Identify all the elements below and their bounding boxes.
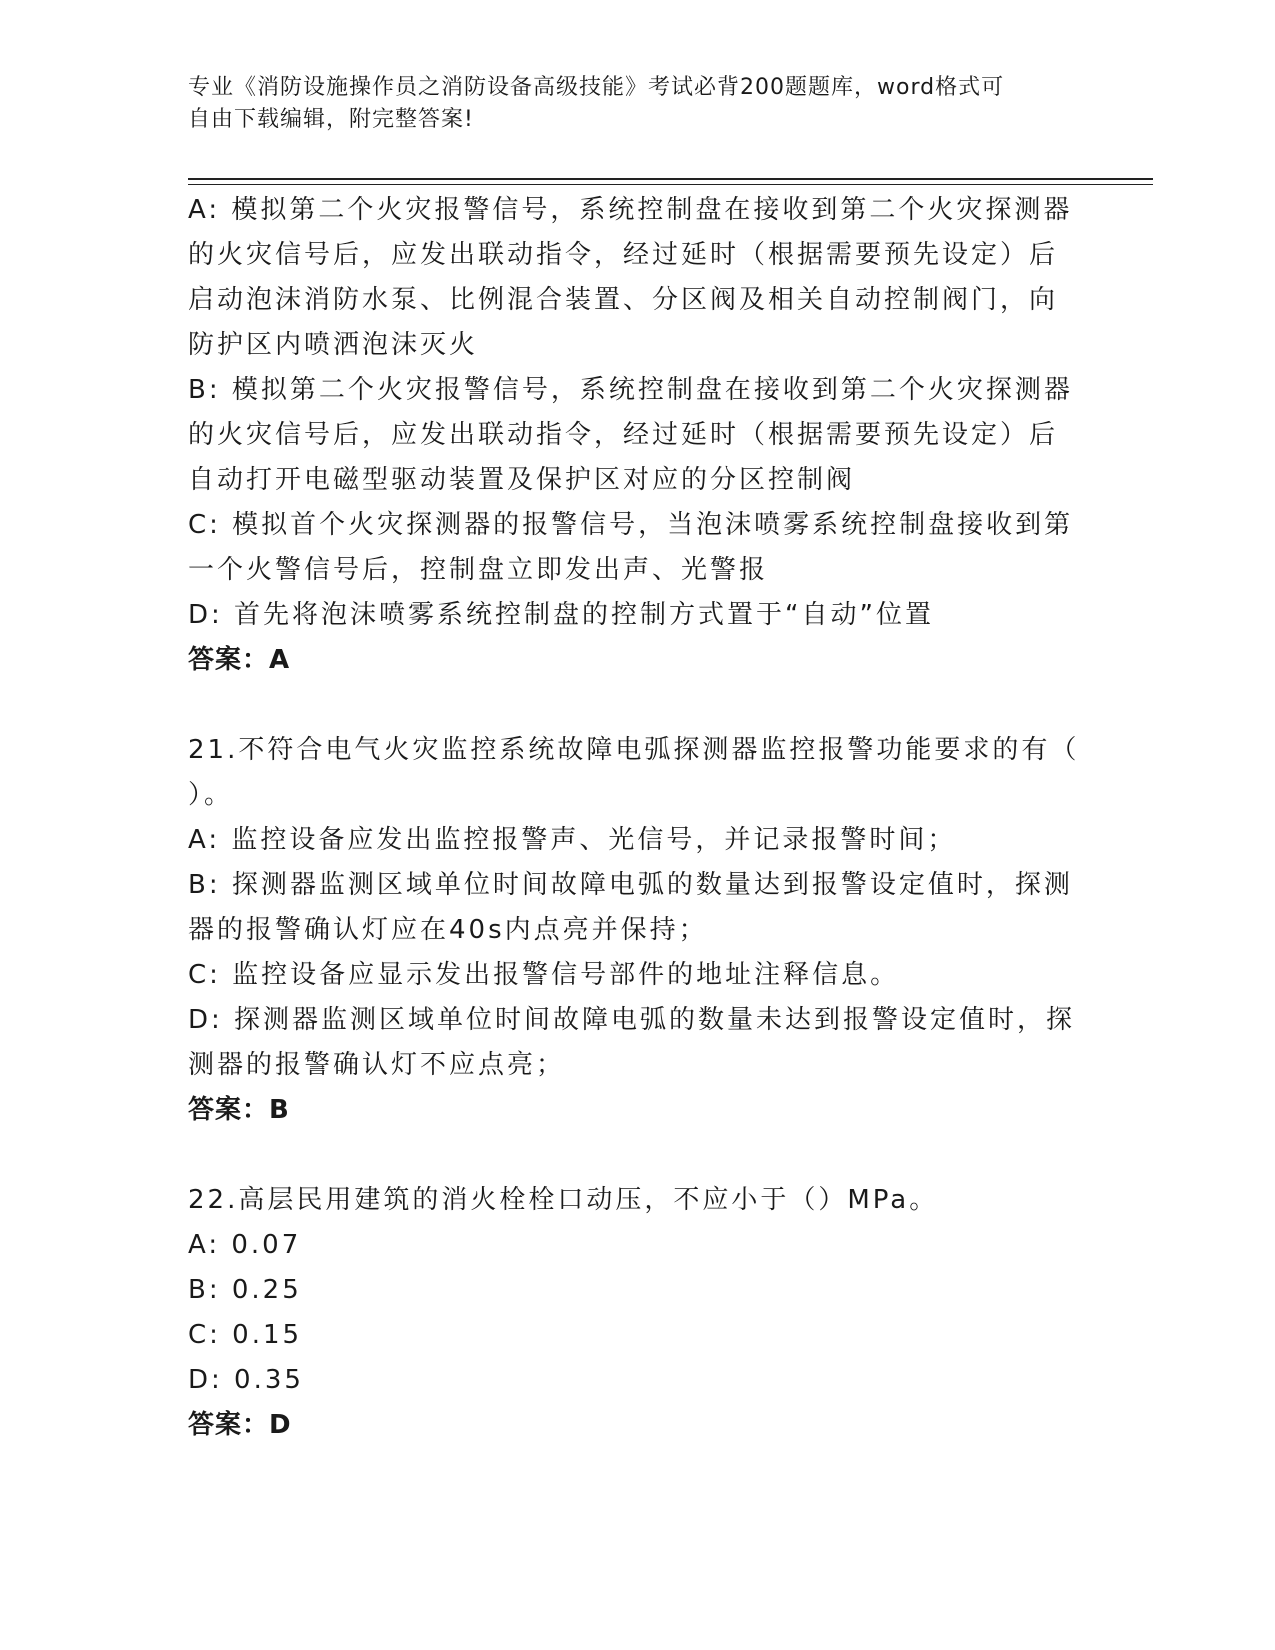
- question-stem: [188, 728, 1080, 818]
- header-line-1: 专业《消防设施操作员之消防设备高级技能》考试必背200题题库，word格式可: [188, 75, 1005, 100]
- option-line: 一个火警信号后，控制盘立即发出声、光警报: [188, 555, 769, 585]
- header-rule-thin: [188, 184, 1153, 185]
- answer: 答案：B: [188, 1095, 290, 1125]
- option-line: C: 模拟首个火灾探测器的报警信号，当泡沫喷雾系统控制盘接收到第: [188, 510, 1074, 540]
- option-d: D: 首先将泡沫喷雾系统控制盘的控制方式置于“自动”位置: [188, 600, 934, 630]
- stem-line: ）。: [188, 780, 234, 810]
- option-a: A: 0.07: [188, 1230, 302, 1260]
- option-line: D: 探测器监测区域单位时间故障电弧的数量未达到报警设定值时，探: [188, 1005, 1076, 1035]
- option-line: 器的报警确认灯应在40s内点亮并保持；: [188, 915, 708, 945]
- stem-line: 21.不符合电气火灾监控系统故障电弧探测器监控报警功能要求的有（: [188, 735, 1080, 765]
- option-line: 启动泡沫消防水泵、比例混合装置、分区阀及相关自动控制阀门，向: [188, 285, 1059, 315]
- answer: 答案：A: [188, 645, 291, 675]
- question-20: [188, 188, 1074, 683]
- option-line: 自动打开电磁型驱动装置及保护区对应的分区控制阀: [188, 465, 856, 495]
- option-b: [188, 368, 1073, 503]
- option-d: [188, 998, 1076, 1088]
- question-22: [188, 1178, 1068, 1448]
- question-21: [188, 728, 1080, 1133]
- option-a: [188, 188, 1073, 368]
- spacer: [188, 683, 1068, 728]
- option-line: B: 探测器监测区域单位时间故障电弧的数量达到报警设定值时，探测: [188, 870, 1073, 900]
- option-line: 防护区内喷洒泡沫灭火: [188, 330, 479, 360]
- header-line-2: 自由下载编辑，附完整答案!: [188, 107, 474, 132]
- question-content: [188, 188, 1080, 1448]
- option-line: A: 模拟第二个火灾报警信号，系统控制盘在接收到第二个火灾探测器: [188, 195, 1073, 225]
- option-line: 的火灾信号后，应发出联动指令，经过延时（根据需要预先设定）后: [188, 240, 1059, 270]
- option-line: 测器的报警确认灯不应点亮；: [188, 1050, 566, 1080]
- spacer: [188, 1133, 1068, 1178]
- option-line: B: 模拟第二个火灾报警信号，系统控制盘在接收到第二个火灾探测器: [188, 375, 1073, 405]
- option-b: [188, 863, 1073, 953]
- option-a: A: 监控设备应发出监控报警声、光信号，并记录报警时间；: [188, 825, 957, 855]
- question-stem: 22.高层民用建筑的消火栓栓口动压，不应小于（）MPa。: [188, 1185, 939, 1215]
- header-rule-thick: [188, 178, 1153, 180]
- answer: 答案：D: [188, 1410, 292, 1440]
- option-line: 的火灾信号后，应发出联动指令，经过延时（根据需要预先设定）后: [188, 420, 1059, 450]
- option-c: C: 监控设备应显示发出报警信号部件的地址注释信息。: [188, 960, 900, 990]
- option-c: [188, 503, 1074, 593]
- document-header: [188, 72, 1068, 136]
- option-d: D: 0.35: [188, 1365, 304, 1395]
- option-b: B: 0.25: [188, 1275, 302, 1305]
- option-c: C: 0.15: [188, 1320, 303, 1350]
